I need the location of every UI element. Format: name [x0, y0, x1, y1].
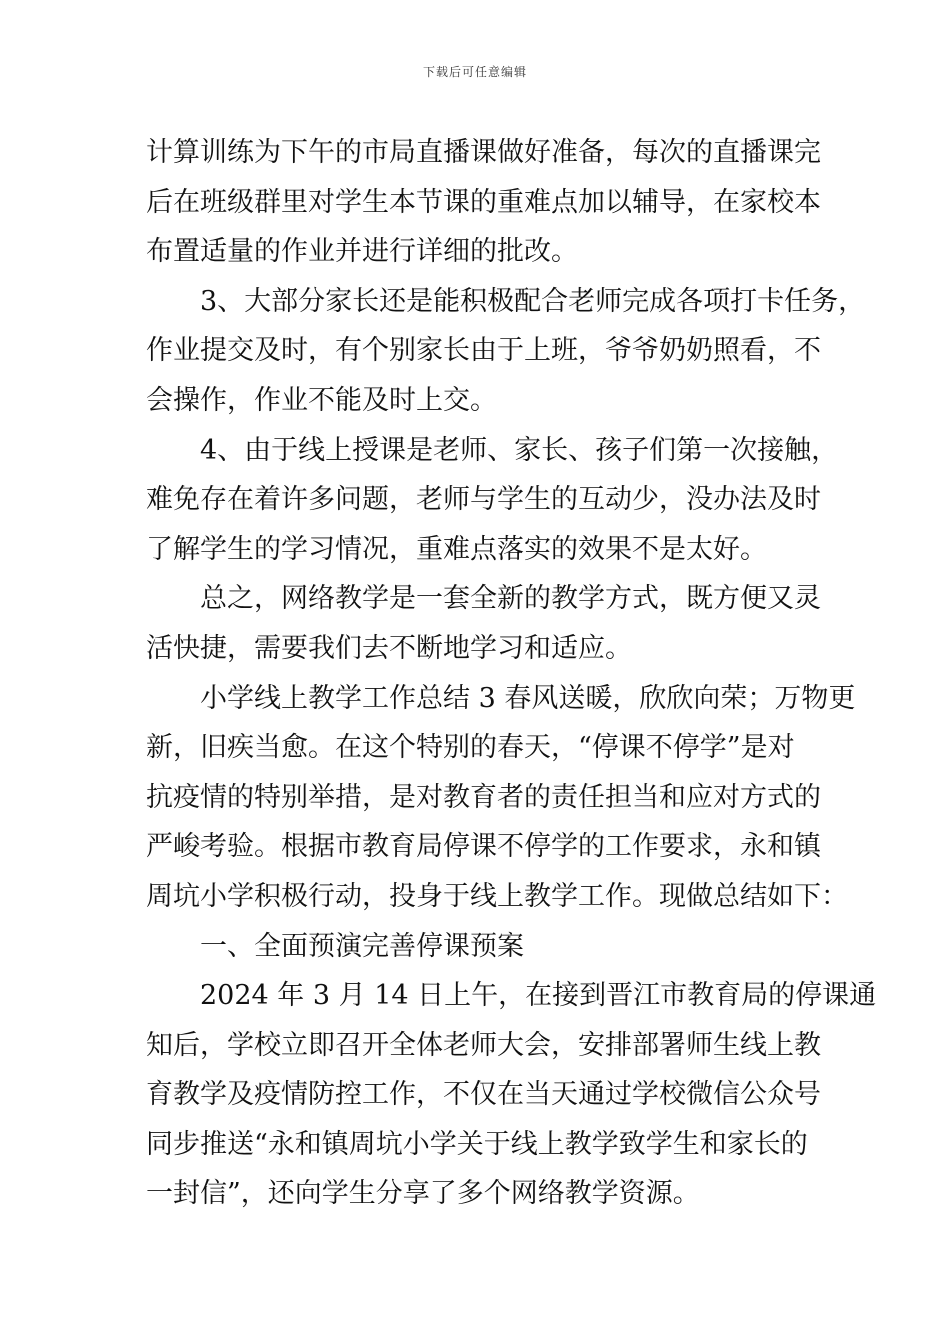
text-line: 计算训练为下午的市局直播课做好准备，每次的直播课完 [146, 137, 821, 168]
text-line: 育教学及疫情防控工作，不仅在当天通过学校微信公众号 [146, 1079, 821, 1111]
text-line: 抗疫情的特别举措，是对教育者的责任担当和应对方式的 [146, 781, 821, 813]
document-body [146, 128, 877, 1219]
text-line: 严峻考验。根据市教育局停课不停学的工作要求，永和镇 [146, 831, 821, 863]
text-line: 作业提交及时，有个别家长由于上班，爷爷奶奶照看，不 [146, 335, 821, 367]
text-line: 周坑小学积极行动，投身于线上教学工作。现做总结如下： [146, 880, 848, 912]
text-line: 同步推送“永和镇周坑小学关于线上教学致学生和家长的 [146, 1128, 808, 1160]
text-line: 后在班级群里对学生本节课的重难点加以辅导，在家校本 [146, 186, 821, 218]
text-line: 3、大部分家长还是能积极配合老师完成各项打卡任务， [200, 285, 866, 317]
text-line: 4、由于线上授课是老师、家长、孩子们第一次接触， [200, 434, 839, 466]
text-line: 知后，学校立即召开全体老师大会，安排部署师生线上教 [146, 1029, 821, 1061]
text-line: 难免存在着许多问题，老师与学生的互动少，没办法及时 [146, 484, 821, 516]
text-line: 一、全面预演完善停课预案 [200, 930, 524, 962]
text-line: 了解学生的学习情况，重难点落实的效果不是太好。 [146, 533, 767, 565]
page-header: 下载后可任意编辑 [422, 65, 527, 79]
text-line: 布置适量的作业并进行详细的批改。 [146, 236, 578, 268]
text-line: 总之，网络教学是一套全新的教学方式，既方便又灵 [200, 583, 821, 615]
text-line: 会操作，作业不能及时上交。 [146, 384, 497, 416]
text-line: 2024 年 3 月 14 日上午，在接到晋江市教育局的停课通 [200, 980, 877, 1012]
text-line: 活快捷，需要我们去不断地学习和适应。 [146, 632, 632, 664]
text-line: 一封信”，还向学生分享了多个网络教学资源。 [146, 1178, 700, 1210]
text-line: 小学线上教学工作总结 3 春风送暖，欣欣向荣；万物更 [200, 682, 856, 714]
text-line: 新，旧疾当愈。在这个特别的春天，“停课不停学”是对 [146, 732, 795, 764]
